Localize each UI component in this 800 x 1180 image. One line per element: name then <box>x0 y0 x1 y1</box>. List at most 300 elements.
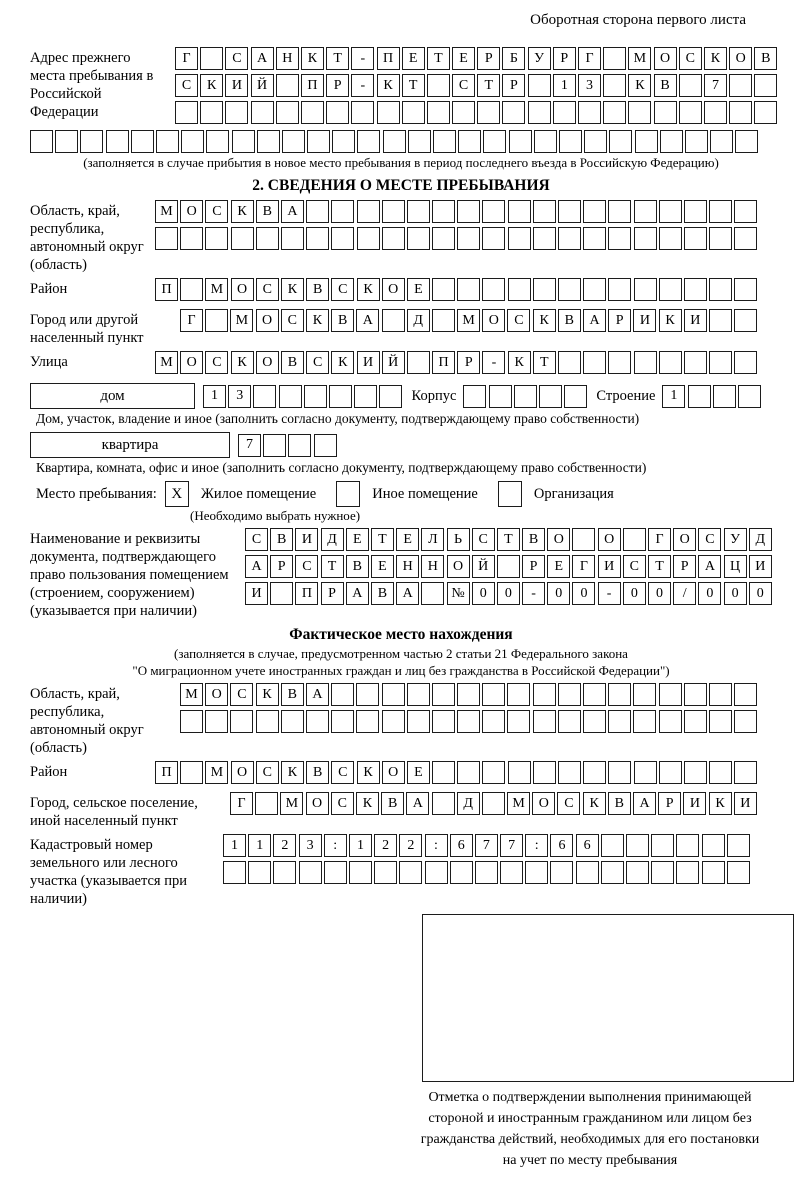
char-cell <box>432 278 455 301</box>
char-cell <box>514 385 537 408</box>
char-cell: Б <box>502 47 525 70</box>
char-cell: К <box>231 351 254 374</box>
confirmation-section <box>360 914 800 1171</box>
char-cell: Д <box>749 528 772 551</box>
char-cell <box>273 861 296 884</box>
char-cell <box>533 227 556 250</box>
checkbox-inoe <box>336 481 360 507</box>
char-grid-row <box>662 385 763 408</box>
char-cell: 1 <box>349 834 372 857</box>
char-cell <box>263 434 286 457</box>
char-cell <box>734 710 757 733</box>
char-cell: Г <box>572 555 595 578</box>
char-cell: О <box>205 683 228 706</box>
char-cell <box>603 74 626 97</box>
char-cell <box>508 278 531 301</box>
char-cell <box>131 130 154 153</box>
char-cell <box>475 861 498 884</box>
street-field <box>30 351 772 378</box>
char-cell <box>608 227 631 250</box>
char-cell <box>702 861 725 884</box>
char-cell: А <box>346 582 369 605</box>
char-cell: В <box>381 792 404 815</box>
char-cell <box>659 710 682 733</box>
char-cell <box>659 761 682 784</box>
char-cell: В <box>281 351 304 374</box>
char-cell <box>458 130 481 153</box>
char-cell <box>304 385 327 408</box>
char-cell: К <box>377 74 400 97</box>
char-cell: Н <box>396 555 419 578</box>
char-cell <box>433 130 456 153</box>
stay-type-row <box>30 481 772 507</box>
char-cell: 1 <box>223 834 246 857</box>
char-cell: О <box>180 200 203 223</box>
char-cell <box>331 683 354 706</box>
char-cell <box>583 683 606 706</box>
char-cell <box>80 130 103 153</box>
char-cell <box>508 200 531 223</box>
char-cell <box>482 761 505 784</box>
char-cell: В <box>371 582 394 605</box>
char-cell <box>288 434 311 457</box>
char-cell: 6 <box>550 834 573 857</box>
char-cell <box>357 200 380 223</box>
char-cell <box>578 101 601 124</box>
char-cell: У <box>528 47 551 70</box>
char-cell <box>301 101 324 124</box>
house-row <box>30 383 772 409</box>
char-cell <box>407 710 430 733</box>
char-cell: - <box>522 582 545 605</box>
char-cell <box>608 200 631 223</box>
char-cell: К <box>357 278 380 301</box>
char-cell: К <box>200 74 223 97</box>
char-cell: А <box>396 582 419 605</box>
char-cell <box>425 861 448 884</box>
char-cell: Е <box>402 47 425 70</box>
fact-region-label: Область, край, республика, автономный округ (область) <box>30 686 144 756</box>
char-cell <box>331 710 354 733</box>
char-cell: О <box>382 278 405 301</box>
char-cell <box>539 385 562 408</box>
confirmation-caption-line3: гражданства действий, необходимых для его постановки <box>420 1132 760 1147</box>
char-cell <box>558 227 581 250</box>
char-cell: Т <box>402 74 425 97</box>
char-cell: 0 <box>623 582 646 605</box>
char-cell: О <box>654 47 677 70</box>
char-cell <box>709 761 732 784</box>
char-cell: С <box>698 528 721 551</box>
char-cell: 3 <box>578 74 601 97</box>
char-cell <box>709 200 732 223</box>
char-cell: В <box>608 792 631 815</box>
char-cell: Й <box>251 74 274 97</box>
char-cell <box>489 385 512 408</box>
char-cell <box>734 683 757 706</box>
char-cell: А <box>583 309 606 332</box>
stay-type-caption: (Необходимо выбрать нужное) <box>190 508 361 523</box>
char-cell: - <box>351 74 374 97</box>
char-cell: А <box>633 792 656 815</box>
char-cell: К <box>533 309 556 332</box>
char-cell <box>482 683 505 706</box>
char-cell: А <box>306 683 329 706</box>
char-cell <box>684 200 707 223</box>
char-cell: П <box>155 278 178 301</box>
char-cell <box>634 761 657 784</box>
region-label: Область, край, республика, автономный округ (область) <box>30 203 144 273</box>
char-cell: Р <box>658 792 681 815</box>
char-grid-row <box>30 130 772 153</box>
char-cell <box>660 130 683 153</box>
char-cell: О <box>598 528 621 551</box>
char-cell: К <box>508 351 531 374</box>
option-label-organizaciya: Организация <box>533 485 614 502</box>
char-cell: Ь <box>447 528 470 551</box>
char-cell <box>651 861 674 884</box>
char-cell: Р <box>326 74 349 97</box>
char-grid-row <box>203 385 405 408</box>
char-cell: М <box>155 351 178 374</box>
char-cell: К <box>704 47 727 70</box>
confirmation-box <box>422 914 794 1082</box>
char-cell <box>276 74 299 97</box>
char-cell: М <box>180 683 203 706</box>
char-cell <box>432 309 455 332</box>
region-field <box>30 200 772 274</box>
char-cell <box>654 101 677 124</box>
char-cell <box>533 761 556 784</box>
char-cell <box>727 834 750 857</box>
char-cell: П <box>432 351 455 374</box>
char-cell: К <box>357 761 380 784</box>
actual-caption-line1: (заполняется в случае, предусмотренном частью 2 статьи 21 Федерального закона <box>174 646 628 661</box>
char-cell: С <box>295 555 318 578</box>
char-cell <box>651 834 674 857</box>
char-cell: Т <box>477 74 500 97</box>
char-cell: О <box>306 792 329 815</box>
district-field <box>30 278 772 305</box>
char-cell: А <box>251 47 274 70</box>
char-cell: О <box>532 792 555 815</box>
char-cell: К <box>583 792 606 815</box>
char-cell <box>734 227 757 250</box>
char-cell <box>279 385 302 408</box>
char-cell <box>408 130 431 153</box>
char-cell <box>608 683 631 706</box>
char-grid-row <box>245 555 774 578</box>
char-cell: 0 <box>648 582 671 605</box>
char-cell <box>450 861 473 884</box>
char-cell <box>709 351 732 374</box>
char-cell <box>684 683 707 706</box>
char-grid-row <box>155 761 760 784</box>
char-cell <box>200 101 223 124</box>
char-cell: Ц <box>724 555 747 578</box>
stroenie-label: Строение <box>596 387 656 404</box>
char-cell <box>754 101 777 124</box>
char-cell: И <box>357 351 380 374</box>
char-cell: А <box>356 309 379 332</box>
char-cell: Т <box>497 528 520 551</box>
char-cell <box>601 861 624 884</box>
char-cell <box>230 710 253 733</box>
char-cell: С <box>306 351 329 374</box>
char-cell: К <box>659 309 682 332</box>
char-cell <box>734 309 757 332</box>
char-cell: № <box>447 582 470 605</box>
char-cell <box>180 761 203 784</box>
char-cell <box>709 683 732 706</box>
char-cell: С <box>256 761 279 784</box>
char-cell <box>407 200 430 223</box>
char-cell <box>180 227 203 250</box>
char-cell: Т <box>427 47 450 70</box>
prev-address-field <box>30 47 772 128</box>
char-grid-row <box>463 385 589 408</box>
char-cell <box>533 200 556 223</box>
char-cell <box>659 683 682 706</box>
char-cell <box>399 861 422 884</box>
char-cell: С <box>507 309 530 332</box>
char-cell: С <box>225 47 248 70</box>
char-cell <box>684 351 707 374</box>
char-cell: К <box>709 792 732 815</box>
doc-field <box>30 528 772 620</box>
char-cell: О <box>547 528 570 551</box>
char-grid-row <box>155 227 760 250</box>
char-cell <box>357 227 380 250</box>
char-cell <box>676 834 699 857</box>
char-cell <box>281 710 304 733</box>
char-cell: Т <box>533 351 556 374</box>
char-cell <box>628 101 651 124</box>
char-cell <box>106 130 129 153</box>
char-cell <box>583 761 606 784</box>
char-cell <box>432 200 455 223</box>
confirmation-caption-line1: Отметка о подтверждении выполнения принимающей <box>428 1090 752 1105</box>
char-cell <box>457 227 480 250</box>
char-cell <box>253 385 276 408</box>
char-cell <box>734 200 757 223</box>
char-cell <box>55 130 78 153</box>
char-cell <box>282 130 305 153</box>
char-cell <box>626 834 649 857</box>
corner-note: Оборотная сторона первого листа <box>530 12 746 28</box>
char-cell <box>497 555 520 578</box>
option-label-inoe: Иное помещение <box>372 485 478 502</box>
char-cell <box>583 710 606 733</box>
char-cell <box>407 227 430 250</box>
char-cell: Е <box>452 47 475 70</box>
char-cell <box>508 227 531 250</box>
char-cell: 7 <box>500 834 523 857</box>
cadastral-label: Кадастровый номер земельного или лесного участка (указывается при наличии) <box>30 837 187 907</box>
char-cell: 1 <box>553 74 576 97</box>
char-cell <box>482 710 505 733</box>
char-cell <box>659 351 682 374</box>
char-cell: С <box>557 792 580 815</box>
char-cell <box>306 227 329 250</box>
char-cell <box>679 101 702 124</box>
char-cell <box>713 385 736 408</box>
char-cell <box>482 200 505 223</box>
char-cell: Р <box>321 582 344 605</box>
char-cell: М <box>507 792 530 815</box>
char-cell <box>634 351 657 374</box>
char-cell <box>482 227 505 250</box>
city-label: Город или другой населенный пункт <box>30 312 144 346</box>
char-cell <box>508 761 531 784</box>
char-cell <box>754 74 777 97</box>
char-cell: 2 <box>374 834 397 857</box>
char-cell <box>688 385 711 408</box>
char-cell <box>427 74 450 97</box>
char-cell <box>256 227 279 250</box>
doc-label: Наименование и реквизиты документа, подтверждающего право пользования помещением (строением, сооружением) (указывается при наличии) <box>30 531 229 619</box>
apartment-label-box: квартира <box>30 432 230 458</box>
char-cell: В <box>281 683 304 706</box>
char-cell: С <box>452 74 475 97</box>
char-cell <box>407 683 430 706</box>
char-cell <box>558 351 581 374</box>
char-cell: 7 <box>475 834 498 857</box>
checkbox-organizaciya <box>498 481 522 507</box>
char-cell: Р <box>477 47 500 70</box>
char-cell <box>432 227 455 250</box>
char-cell: О <box>180 351 203 374</box>
char-cell <box>525 861 548 884</box>
char-cell <box>251 101 274 124</box>
char-cell: 0 <box>572 582 595 605</box>
char-cell <box>200 47 223 70</box>
char-cell: 1 <box>662 385 685 408</box>
city-field <box>30 309 772 347</box>
char-cell: И <box>295 528 318 551</box>
char-cell: С <box>205 351 228 374</box>
char-cell: Е <box>346 528 369 551</box>
char-cell <box>357 130 380 153</box>
char-cell <box>710 130 733 153</box>
char-cell: К <box>256 683 279 706</box>
char-cell <box>457 710 480 733</box>
char-cell: А <box>698 555 721 578</box>
char-cell <box>659 278 682 301</box>
char-cell: С <box>230 683 253 706</box>
char-cell <box>331 227 354 250</box>
char-cell <box>379 385 402 408</box>
char-cell <box>483 130 506 153</box>
actual-title: Фактическое место нахождения <box>289 626 513 643</box>
char-cell: М <box>205 761 228 784</box>
char-cell: К <box>281 278 304 301</box>
char-cell <box>205 710 228 733</box>
char-cell <box>307 130 330 153</box>
char-cell <box>676 861 699 884</box>
char-cell: С <box>281 309 304 332</box>
char-cell <box>633 683 656 706</box>
apartment-row <box>30 432 772 458</box>
char-grid-row <box>180 309 759 332</box>
char-cell <box>603 47 626 70</box>
char-cell <box>231 227 254 250</box>
char-cell <box>205 227 228 250</box>
char-cell: Е <box>371 555 394 578</box>
char-cell: О <box>447 555 470 578</box>
char-cell: 2 <box>399 834 422 857</box>
char-cell: - <box>482 351 505 374</box>
char-cell <box>329 385 352 408</box>
prev-address-label: Адрес прежнего места пребывания в Российской Федерации <box>30 50 154 120</box>
char-cell <box>634 227 657 250</box>
char-cell: И <box>683 792 706 815</box>
char-cell <box>533 710 556 733</box>
char-cell <box>709 278 732 301</box>
char-cell <box>635 130 658 153</box>
char-cell: М <box>205 278 228 301</box>
char-cell <box>281 227 304 250</box>
char-cell <box>276 101 299 124</box>
char-cell: Р <box>502 74 525 97</box>
fact-district-label: Район <box>30 764 68 780</box>
char-cell: С <box>623 555 646 578</box>
char-cell <box>729 74 752 97</box>
char-cell: : <box>324 834 347 857</box>
actual-caption-line2: "О миграционном учете иностранных граждан и лиц без гражданства в Российской Федерации") <box>132 663 670 678</box>
char-cell <box>528 101 551 124</box>
char-cell <box>609 130 632 153</box>
char-cell <box>175 101 198 124</box>
char-cell: А <box>406 792 429 815</box>
char-cell: 6 <box>450 834 473 857</box>
char-cell: Т <box>371 528 394 551</box>
char-cell <box>583 227 606 250</box>
char-cell <box>248 861 271 884</box>
char-cell <box>299 861 322 884</box>
char-grid-row <box>238 434 339 457</box>
char-cell: И <box>225 74 248 97</box>
char-cell: 7 <box>238 434 261 457</box>
char-cell: Д <box>407 309 430 332</box>
char-cell: К <box>331 351 354 374</box>
char-cell: Г <box>578 47 601 70</box>
char-cell <box>356 683 379 706</box>
char-cell <box>181 130 204 153</box>
char-cell: Е <box>547 555 570 578</box>
char-cell <box>603 101 626 124</box>
char-cell <box>729 101 752 124</box>
char-cell: К <box>306 309 329 332</box>
char-cell <box>457 200 480 223</box>
char-cell: М <box>280 792 303 815</box>
char-cell: 6 <box>576 834 599 857</box>
char-cell <box>421 582 444 605</box>
char-cell <box>477 101 500 124</box>
street-label: Улица <box>30 354 68 370</box>
char-cell <box>583 200 606 223</box>
apartment-caption: Квартира, комната, офис и иное (заполнить согласно документу, подтверждающему право собственности) <box>36 460 647 475</box>
char-cell <box>659 200 682 223</box>
char-cell: С <box>472 528 495 551</box>
char-cell <box>509 130 532 153</box>
char-cell: Р <box>522 555 545 578</box>
char-cell <box>382 200 405 223</box>
char-cell <box>559 130 582 153</box>
stay-type-label: Место пребывания: <box>36 485 157 502</box>
char-cell: К <box>628 74 651 97</box>
char-cell: П <box>155 761 178 784</box>
